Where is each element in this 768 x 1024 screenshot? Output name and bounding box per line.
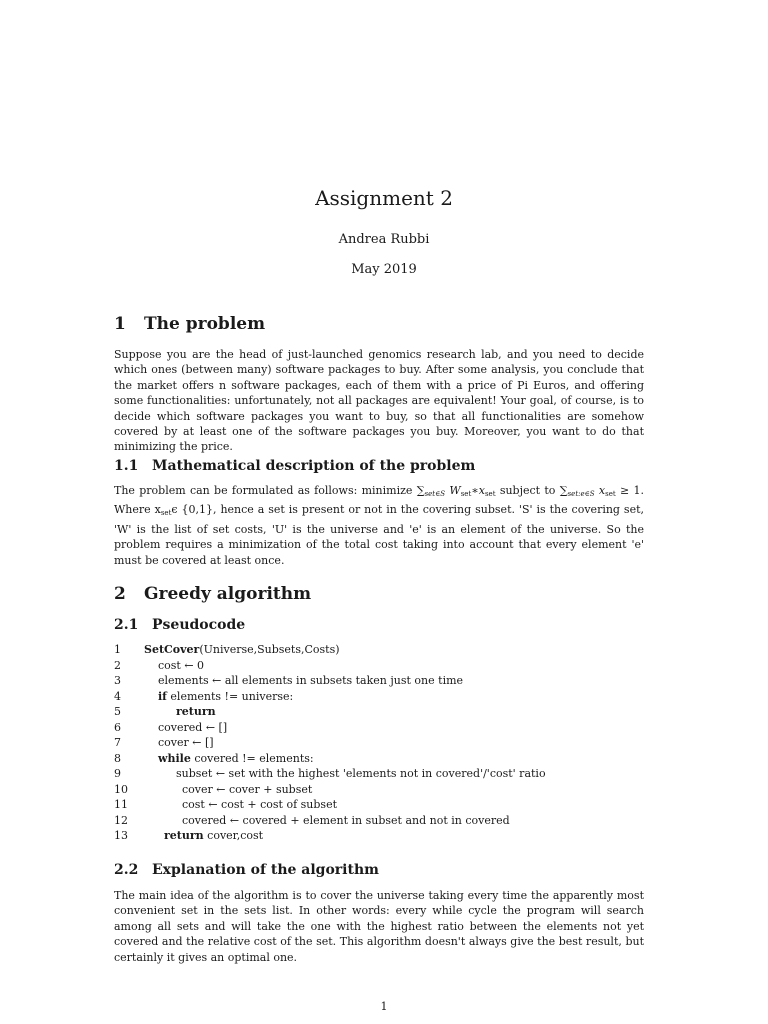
line-number: 10 bbox=[114, 782, 128, 796]
line-content bbox=[176, 766, 546, 782]
keyword: SetCover bbox=[144, 643, 200, 656]
line-number: 1 bbox=[114, 643, 121, 656]
line-content bbox=[164, 828, 263, 844]
keyword: if bbox=[158, 689, 167, 703]
times-x: ∗x bbox=[471, 484, 485, 497]
line-number: 12 bbox=[114, 813, 128, 827]
page-number: 1 bbox=[380, 1000, 388, 1013]
pseudocode-block bbox=[114, 642, 654, 844]
keyword: return bbox=[176, 705, 216, 718]
section-number: 1 bbox=[114, 314, 126, 334]
code-text: (Universe,Subsets,Costs) bbox=[199, 643, 340, 656]
code-text: elements != universe: bbox=[166, 689, 294, 703]
pseudocode-line bbox=[114, 720, 654, 736]
line-number: 4 bbox=[114, 689, 121, 703]
section-2-2-heading bbox=[114, 862, 379, 878]
line-content bbox=[176, 704, 216, 720]
subsection-number: 2.1 bbox=[114, 617, 139, 633]
section-title: The problem bbox=[144, 314, 266, 334]
para-text: ϵ {0,1}, hence a set is present or not in the covering subset. 'S' is the covering set, 'W' is the list of set costs, 'U' is the universe and 'e' is an element of the universe. So the problem requires a minimization of the total cost taking into account that every element 'e' must be covered at least once. bbox=[114, 503, 644, 567]
line-number: 7 bbox=[114, 736, 121, 749]
line-number: 6 bbox=[114, 720, 121, 734]
x-subscript: set bbox=[160, 509, 172, 518]
line-number: 5 bbox=[114, 705, 121, 718]
geq-constraint: ≥ 1. bbox=[619, 484, 644, 497]
sum-subscript: set:e∈S bbox=[567, 490, 595, 498]
line-content bbox=[182, 797, 337, 813]
weight-variable: W bbox=[449, 484, 461, 497]
pseudocode-line bbox=[114, 782, 654, 798]
code-text: covered ← [] bbox=[158, 720, 228, 734]
line-content bbox=[158, 658, 204, 674]
pseudocode-line bbox=[114, 735, 654, 751]
code-text: covered != elements: bbox=[190, 751, 314, 765]
line-content bbox=[158, 720, 227, 736]
subsection-title: Pseudocode bbox=[152, 617, 246, 633]
section-number: 2 bbox=[114, 584, 126, 604]
section-1-1-paragraph bbox=[114, 483, 644, 568]
x-subscript: set bbox=[484, 490, 496, 498]
para-text: Where x bbox=[114, 503, 161, 517]
line-number: 3 bbox=[114, 674, 121, 687]
line-content bbox=[158, 735, 214, 751]
pseudocode-line bbox=[114, 689, 654, 705]
subsection-number: 2.2 bbox=[114, 862, 139, 878]
code-text: cover,cost bbox=[203, 829, 264, 842]
code-text: cover ← cover + subset bbox=[182, 782, 313, 796]
section-2-heading bbox=[114, 584, 311, 604]
keyword: return bbox=[164, 829, 204, 842]
document-date: May 2019 bbox=[351, 262, 417, 277]
section-2-1-heading bbox=[114, 617, 245, 633]
section-1-1-heading bbox=[114, 458, 475, 474]
code-text: covered ← covered + element in subset and not in covered bbox=[182, 813, 510, 827]
sum-subscript: set∈S bbox=[424, 490, 446, 498]
section-1-heading bbox=[114, 314, 265, 334]
pseudocode-line bbox=[114, 766, 654, 782]
code-text: elements ← all elements in subsets taken just one time bbox=[158, 674, 464, 687]
line-number: 9 bbox=[114, 767, 121, 780]
sum-symbol: ∑ bbox=[416, 484, 425, 497]
pseudocode-line bbox=[114, 704, 654, 720]
document-title: Assignment 2 bbox=[315, 186, 453, 210]
code-text: subset ← set with the highest 'elements not in covered'/'cost' ratio bbox=[176, 767, 546, 780]
code-text: cost ← cost + cost of subset bbox=[182, 798, 337, 811]
line-content bbox=[158, 689, 293, 705]
line-content bbox=[182, 782, 312, 798]
author-name: Andrea Rubbi bbox=[338, 232, 430, 247]
line-number: 11 bbox=[114, 798, 128, 811]
weight-subscript: set bbox=[460, 490, 472, 498]
line-content bbox=[182, 813, 510, 829]
para-text: subject to bbox=[499, 484, 556, 497]
subsection-number: 1.1 bbox=[114, 458, 139, 474]
line-number: 8 bbox=[114, 751, 121, 765]
section-title: Greedy algorithm bbox=[144, 584, 312, 604]
line-content bbox=[144, 642, 340, 658]
x-subscript: set bbox=[605, 490, 616, 498]
x-variable: x bbox=[598, 484, 606, 497]
line-content bbox=[158, 751, 314, 767]
pseudocode-line bbox=[114, 673, 654, 689]
pseudocode-line bbox=[114, 828, 654, 844]
keyword: while bbox=[158, 751, 191, 765]
pseudocode-line bbox=[114, 813, 654, 829]
pseudocode-line bbox=[114, 642, 654, 658]
section-2-2-paragraph: The main idea of the algorithm is to cover the universe taking every time the apparently most convenient set in the sets list. In other words: every while cycle the program will search among all sets and will take the one with the highest ratio between the elements not yet covered and the relative cost of the set. This algorithm doesn't always give the best result, but certainly it gives an optimal one. bbox=[114, 889, 644, 964]
pseudocode-line bbox=[114, 751, 654, 767]
subsection-title: Mathematical description of the problem bbox=[152, 458, 476, 474]
line-content bbox=[158, 673, 463, 689]
code-text: cost ← 0 bbox=[158, 658, 205, 672]
sum-symbol: ∑ bbox=[559, 484, 568, 497]
line-number: 2 bbox=[114, 658, 121, 672]
pseudocode-line bbox=[114, 658, 654, 674]
pseudocode-line bbox=[114, 797, 654, 813]
line-number: 13 bbox=[114, 829, 128, 842]
para-text: The problem can be formulated as follows: minimize bbox=[114, 484, 413, 497]
section-1-paragraph: Suppose you are the head of just-launched genomics research lab, and you need to decide which ones (between many) software packages to buy. After some analysis, you conclude that the market offers n software packages, each of them with a price of Pi Euros, and offering some functionalities: unfortunately, not all packages are equivalent! Your goal, of course, is to decide which software packages you want to buy, so that all functionalities are somehow covered by at least one of the software packages you buy. Moreover, you want to do that minimizing the price. bbox=[114, 348, 644, 454]
subsection-title: Explanation of the algorithm bbox=[152, 862, 379, 878]
code-text: cover ← [] bbox=[158, 736, 214, 749]
